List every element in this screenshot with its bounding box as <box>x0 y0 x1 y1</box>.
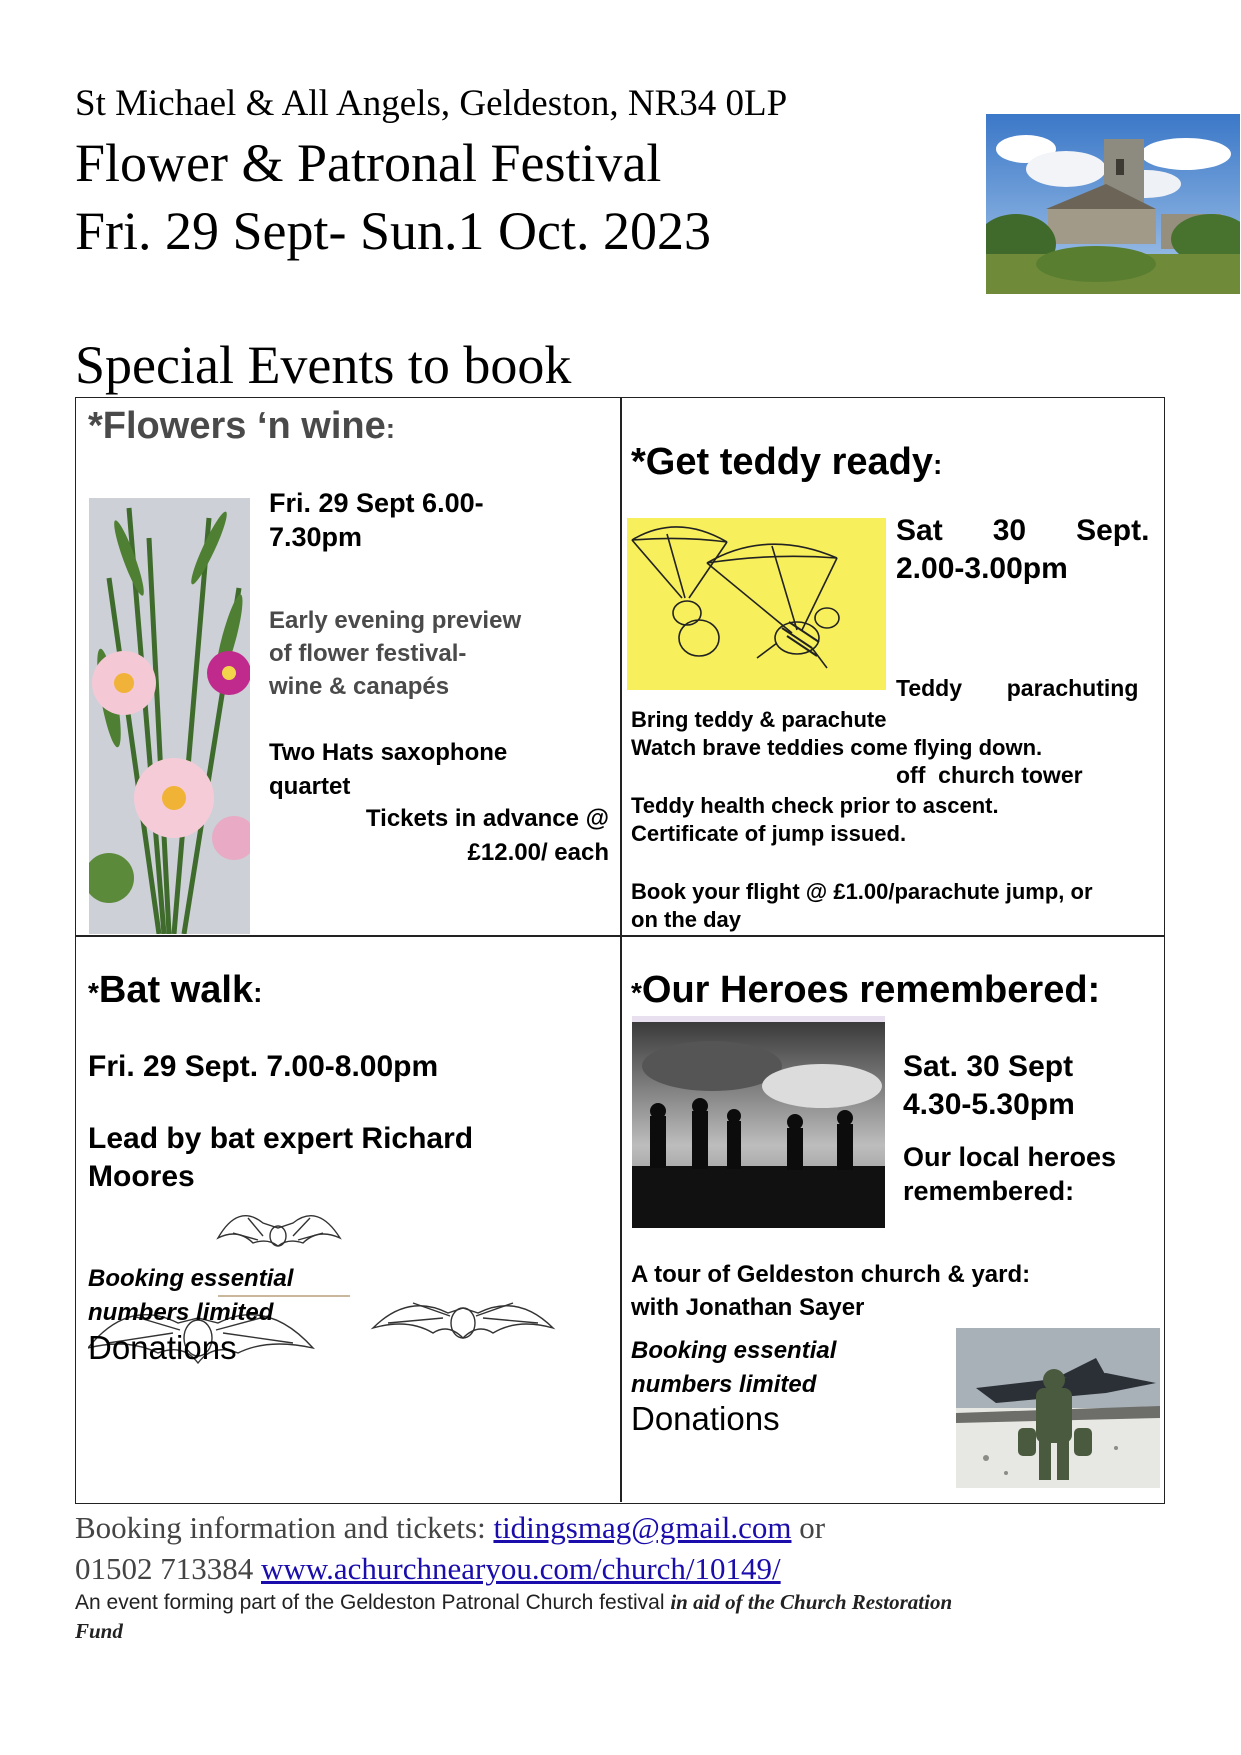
church-photo <box>986 114 1240 294</box>
teddy-title: *Get teddy ready: <box>631 441 943 483</box>
heroes-when: Sat. 30 Sept 4.30-5.30pm <box>903 1050 1075 1121</box>
bat-title: *Bat walk: <box>88 969 263 1011</box>
flowers-music: Two Hats saxophone quartet <box>269 739 508 800</box>
flowers-photo <box>89 498 250 934</box>
grid-horizontal-divider <box>76 935 1164 937</box>
teddy-booking: Book your flight @ £1.00/parachute jump, or on the day <box>631 879 1093 932</box>
heroes-soldiers-photo <box>632 1016 885 1228</box>
bat-lead: Lead by bat expert Richard Moores <box>88 1122 474 1193</box>
teddy-parachute-illustration <box>627 518 886 690</box>
teddy-time: 2.00-3.00pm <box>896 552 1068 585</box>
flowers-when: Fri. 29 Sept 6.00- 7.30pm <box>269 488 484 552</box>
section-heading: Special Events to book <box>75 335 572 395</box>
grid-vertical-divider <box>620 398 622 1502</box>
website-link[interactable]: www.achurchnearyou.com/church/10149/ <box>261 1551 781 1586</box>
festival-title: Flower & Patronal Festival <box>75 133 662 193</box>
flowers-tickets: Tickets in advance @ £12.00/ each <box>365 805 609 866</box>
footer-booking-line: Booking information and tickets: tidingsmag@gmail.com or <box>75 1510 826 1545</box>
bat-donations: Donations <box>88 1329 237 1366</box>
footer-note: An event forming part of the Geldeston Patronal Church festival in aid of the Church Restoration Fund <box>75 1590 953 1643</box>
teddy-bring: Bring teddy & parachute Watch brave teddies come flying down. <box>631 707 1043 760</box>
heroes-donations: Donations <box>631 1400 780 1437</box>
flowers-description: Early evening preview of flower festival- wine & canapés <box>269 607 522 700</box>
heroes-tour: A tour of Geldeston church & yard: with Jonathan Sayer <box>631 1261 1031 1321</box>
teddy-description: Teddy parachuting off church tower <box>896 675 1139 788</box>
festival-dates: Fri. 29 Sept- Sun.1 Oct. 2023 <box>75 201 712 261</box>
venue-address: St Michael & All Angels, Geldeston, NR34 0LP <box>75 83 788 124</box>
bat-when: Fri. 29 Sept. 7.00-8.00pm <box>88 1050 439 1083</box>
teddy-health: Teddy health check prior to ascent. Certificate of jump issued. <box>631 793 999 846</box>
email-link[interactable]: tidingsmag@gmail.com <box>493 1510 792 1545</box>
heroes-title: *Our Heroes remembered: <box>631 969 1101 1011</box>
heroes-pilot-photo <box>956 1328 1160 1488</box>
heroes-booking: Booking essential numbers limited <box>631 1337 837 1398</box>
events-grid <box>75 397 1165 1504</box>
teddy-date: Sat 30 Sept. <box>896 514 1150 547</box>
footer-contact-line: 01502 713384 www.achurchnearyou.com/church/10149/ <box>75 1551 781 1586</box>
heroes-description: Our local heroes remembered: <box>903 1142 1117 1206</box>
bat-booking: Booking essential numbers limited <box>88 1265 294 1326</box>
flowers-title: *Flowers ‘n wine: <box>88 405 396 447</box>
